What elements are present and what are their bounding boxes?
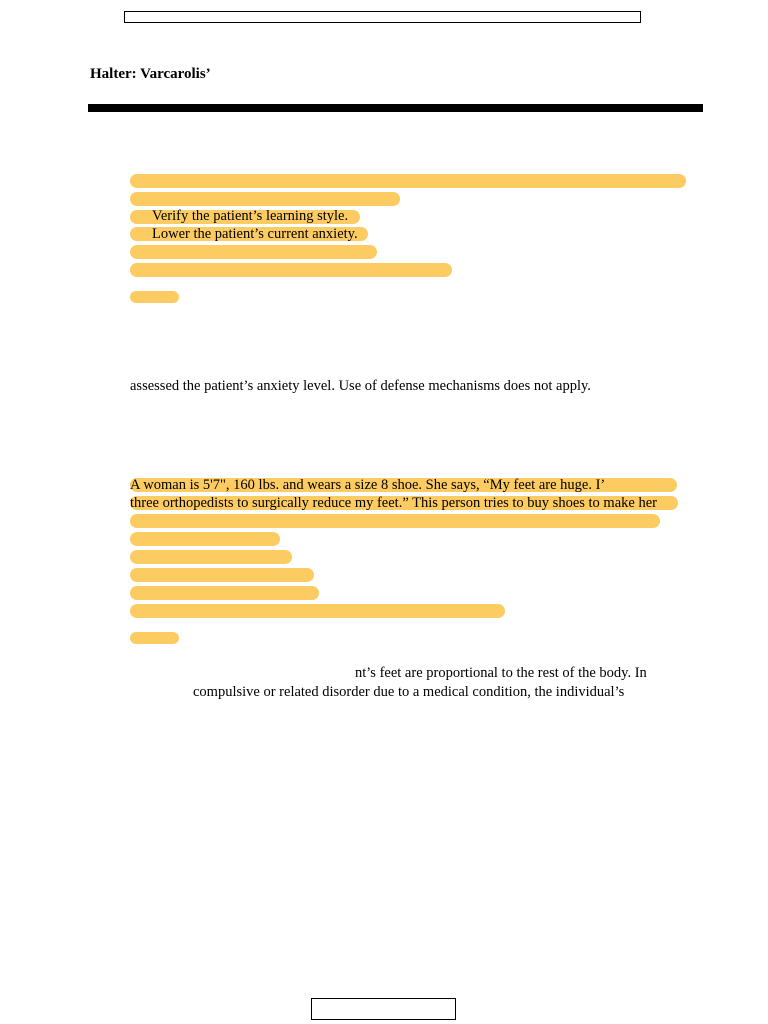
answer-redaction-bar (130, 632, 179, 644)
redaction-bar (130, 514, 660, 528)
question1-option-b: Lower the patient’s current anxiety. (152, 226, 358, 242)
answer-redaction-bar (130, 291, 179, 303)
redaction-bar (130, 192, 400, 206)
redaction-bar (130, 586, 319, 600)
redaction-bar (130, 532, 280, 546)
redaction-bar (130, 245, 377, 259)
footer-box (311, 998, 456, 1020)
redaction-bar (130, 604, 505, 618)
question2-stem-line-2: three orthopedists to surgically reduce my feet.” This person tries to buy shoes to make her (130, 495, 657, 511)
redaction-bar (130, 568, 314, 582)
redaction-bar (130, 550, 292, 564)
redaction-bar (130, 263, 452, 277)
redaction-bar (130, 174, 686, 188)
question2-rationale-line-2: compulsive or related disorder due to a medical condition, the individual’s (193, 684, 625, 700)
running-head: Halter: Varcarolis’ (90, 66, 211, 82)
question1-option-a: Verify the patient’s learning style. (152, 208, 349, 224)
header-box (124, 11, 641, 23)
question1-rationale: assessed the patient’s anxiety level. Use of defense mechanisms does not apply. (130, 378, 591, 394)
question2-stem-line-1: A woman is 5'7", 160 lbs. and wears a size 8 shoe. She says, “My feet are huge. I’ (130, 477, 606, 493)
header-rule (88, 104, 703, 112)
question2-rationale-line-1: nt’s feet are proportional to the rest of the body. In (355, 665, 647, 681)
